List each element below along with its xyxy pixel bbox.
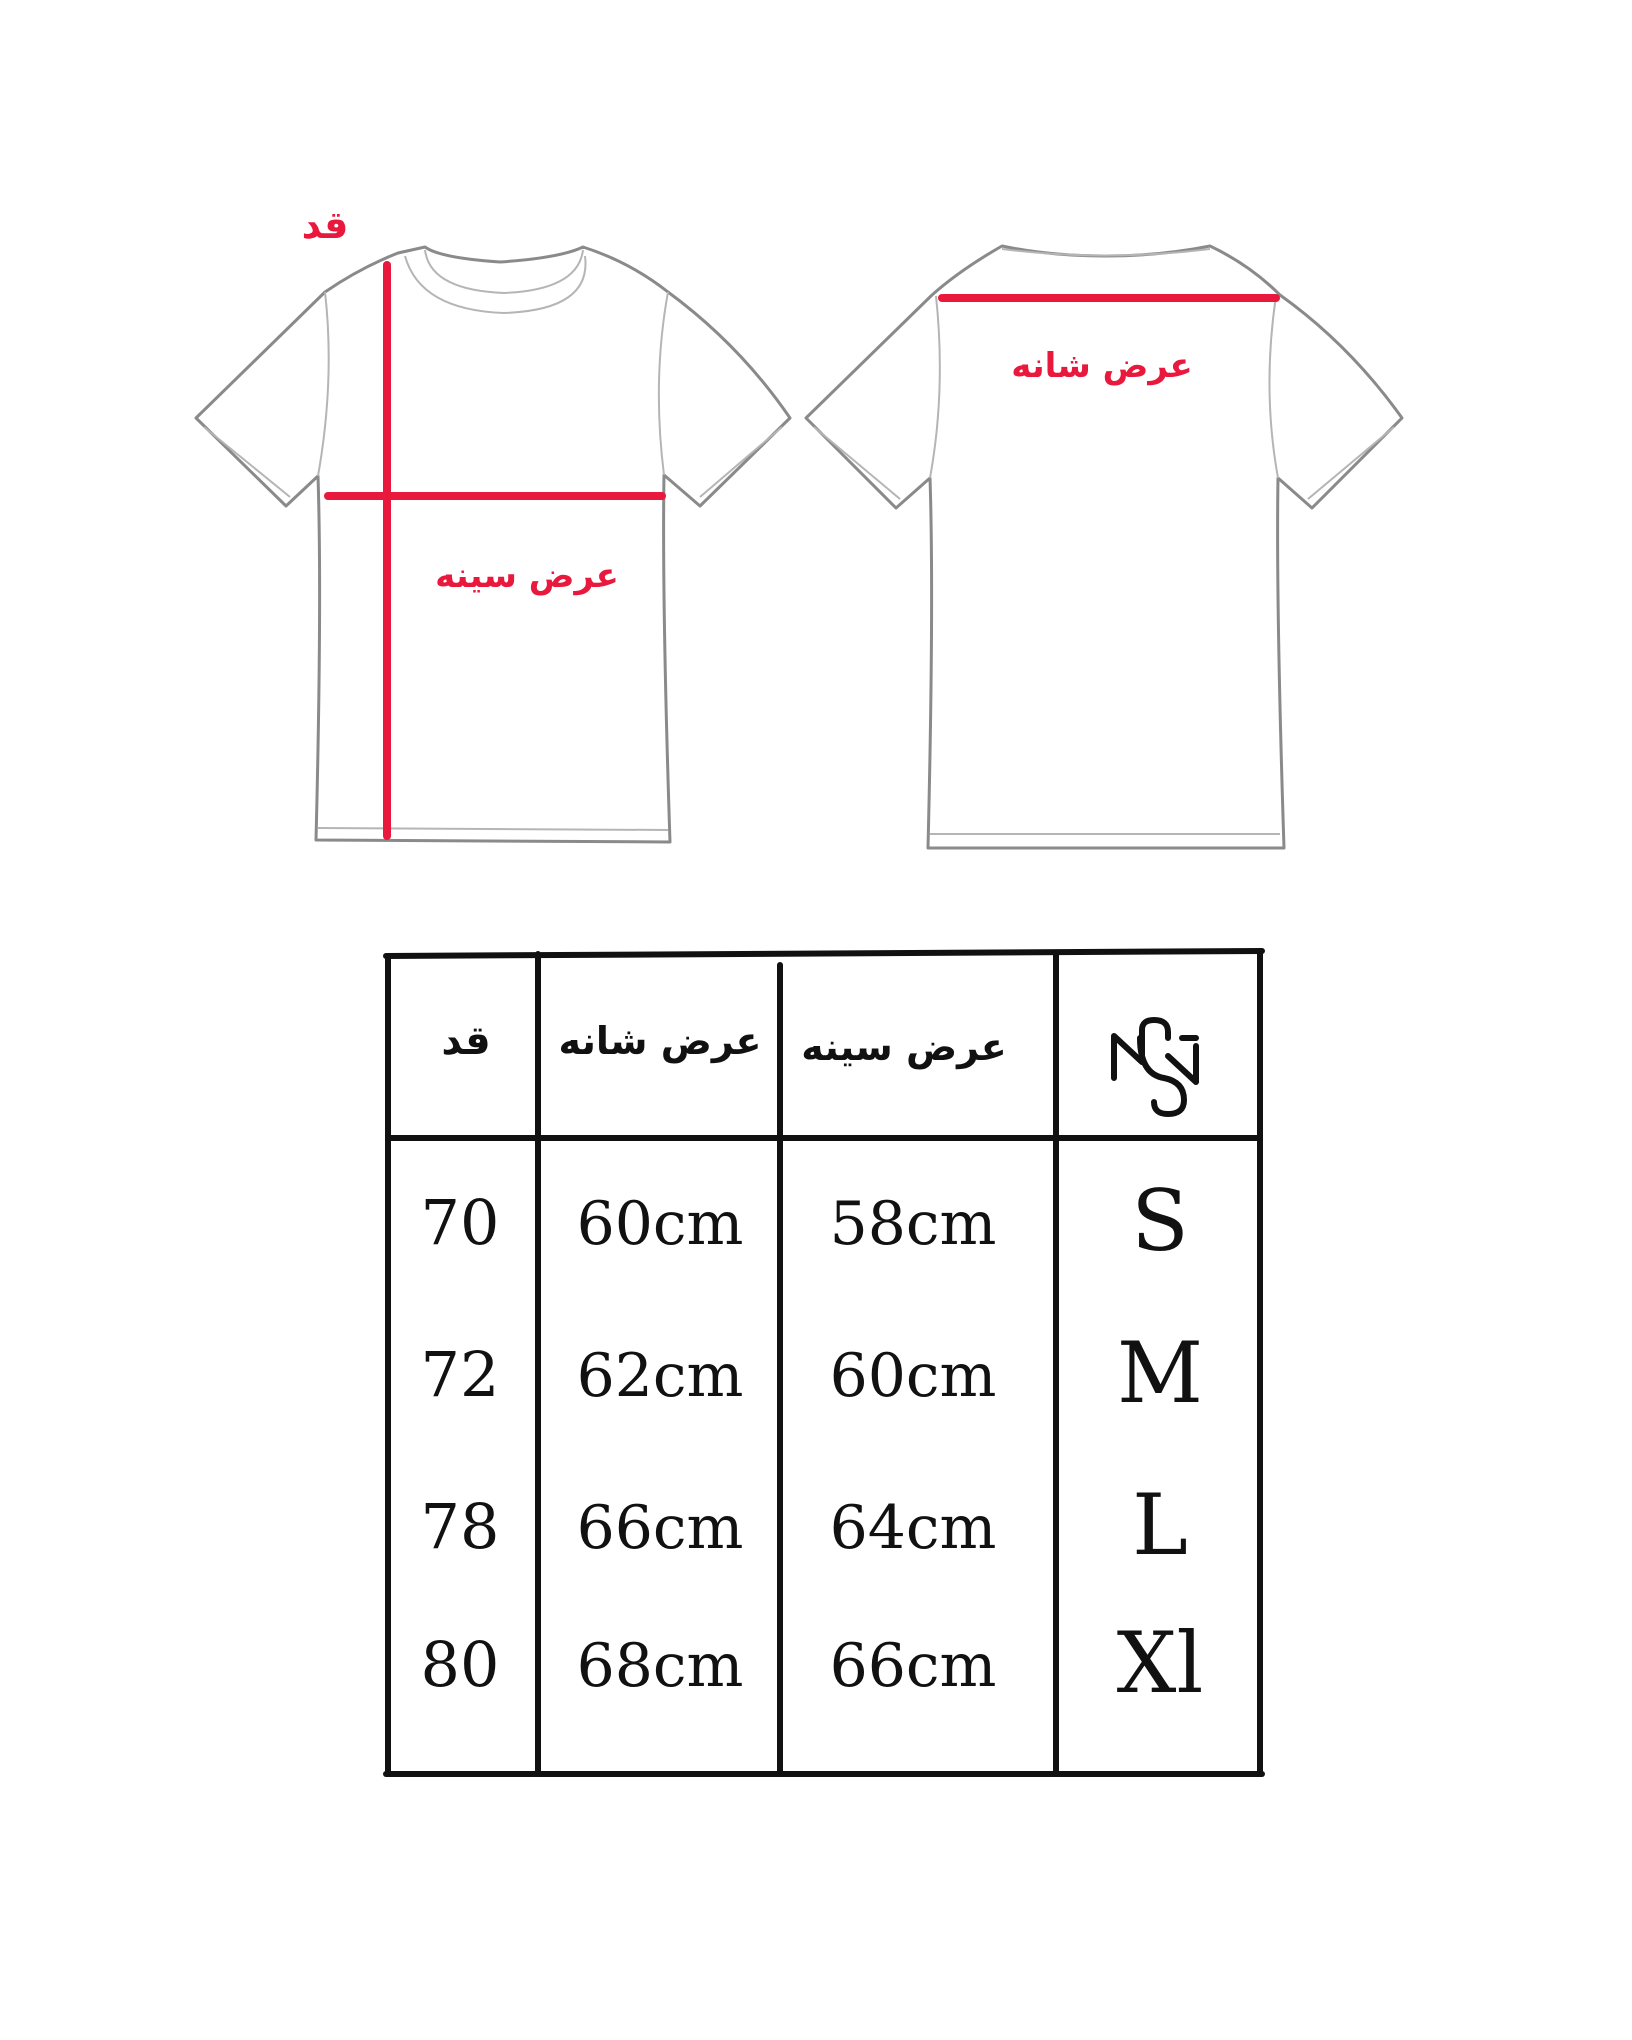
cell-chest: 58cm bbox=[829, 1189, 997, 1259]
size-table bbox=[386, 951, 1262, 1774]
cell-chest: 66cm bbox=[829, 1631, 997, 1701]
cell-chest: 64cm bbox=[829, 1493, 997, 1563]
header-length: قد bbox=[441, 1018, 491, 1064]
cell-length: 72 bbox=[420, 1338, 500, 1411]
front-tshirt bbox=[196, 203, 790, 842]
header-chest: عرض سینه bbox=[801, 1025, 1007, 1069]
back-tshirt bbox=[806, 246, 1402, 848]
front-length-label: قد bbox=[301, 203, 349, 247]
back-shoulder-label: عرض شانه bbox=[1011, 346, 1193, 386]
front-tshirt-outline bbox=[196, 247, 790, 842]
cell-size: S bbox=[1131, 1172, 1189, 1270]
cell-chest: 60cm bbox=[829, 1341, 997, 1411]
cell-shoulder: 62cm bbox=[576, 1341, 744, 1411]
cell-shoulder: 68cm bbox=[576, 1631, 744, 1701]
cell-size: L bbox=[1132, 1476, 1188, 1574]
table-top-border bbox=[386, 951, 1262, 956]
back-tshirt-outline bbox=[806, 246, 1402, 848]
cell-size: Xl bbox=[1116, 1614, 1204, 1712]
cell-shoulder: 60cm bbox=[576, 1189, 744, 1259]
cell-size: M bbox=[1116, 1324, 1204, 1422]
logo-icon bbox=[1114, 1020, 1196, 1114]
cell-length: 70 bbox=[420, 1186, 500, 1259]
cell-shoulder: 66cm bbox=[576, 1493, 744, 1563]
header-shoulder: عرض شانه bbox=[558, 1019, 762, 1063]
cell-length: 80 bbox=[420, 1628, 500, 1701]
front-chest-label: عرض سینه bbox=[435, 556, 619, 596]
cell-length: 78 bbox=[420, 1490, 500, 1563]
